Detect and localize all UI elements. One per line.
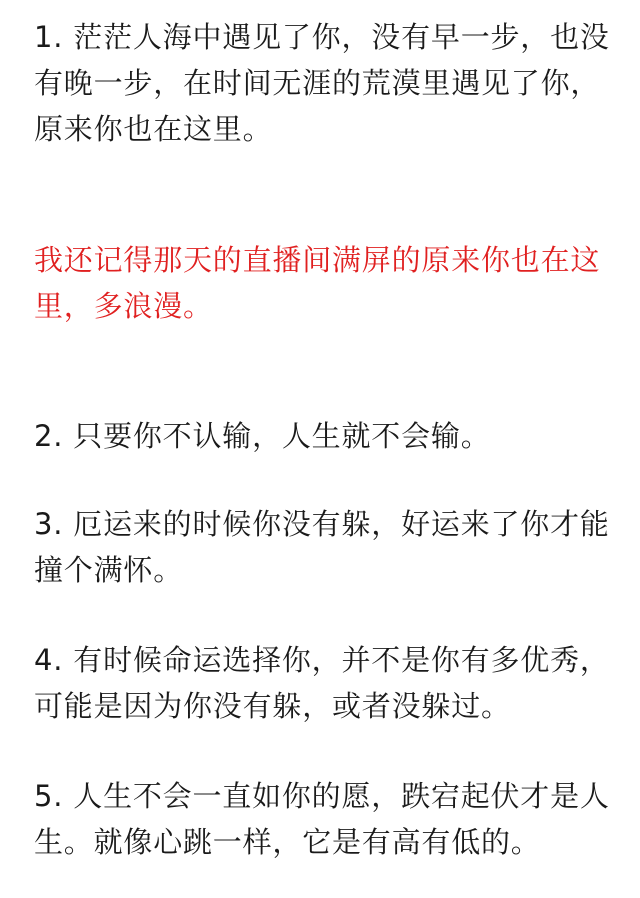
article-body	[34, 0, 618, 898]
paragraph-4: 4. 有时候命运选择你，并不是你有多优秀，可能是因为你没有躲，或者没躲过。	[34, 643, 610, 723]
paragraph-3: 3. 厄运来的时候你没有躲，好运来了你才能撞个满怀。	[34, 507, 610, 587]
paragraph-2: 2. 只要你不认输，人生就不会输。	[34, 419, 491, 453]
paragraph-highlighted: 我还记得那天的直播间满屏的原来你也在这里，多浪漫。	[34, 243, 601, 323]
paragraph-5: 5. 人生不会一直如你的愿，跌宕起伏才是人生。就像心跳一样，它是有高有低的。	[34, 779, 610, 859]
paragraph-1: 1. 茫茫人海中遇见了你，没有早一步，也没有晚一步，在时间无涯的荒漠里遇见了你，原来你也在这里。	[34, 20, 610, 146]
